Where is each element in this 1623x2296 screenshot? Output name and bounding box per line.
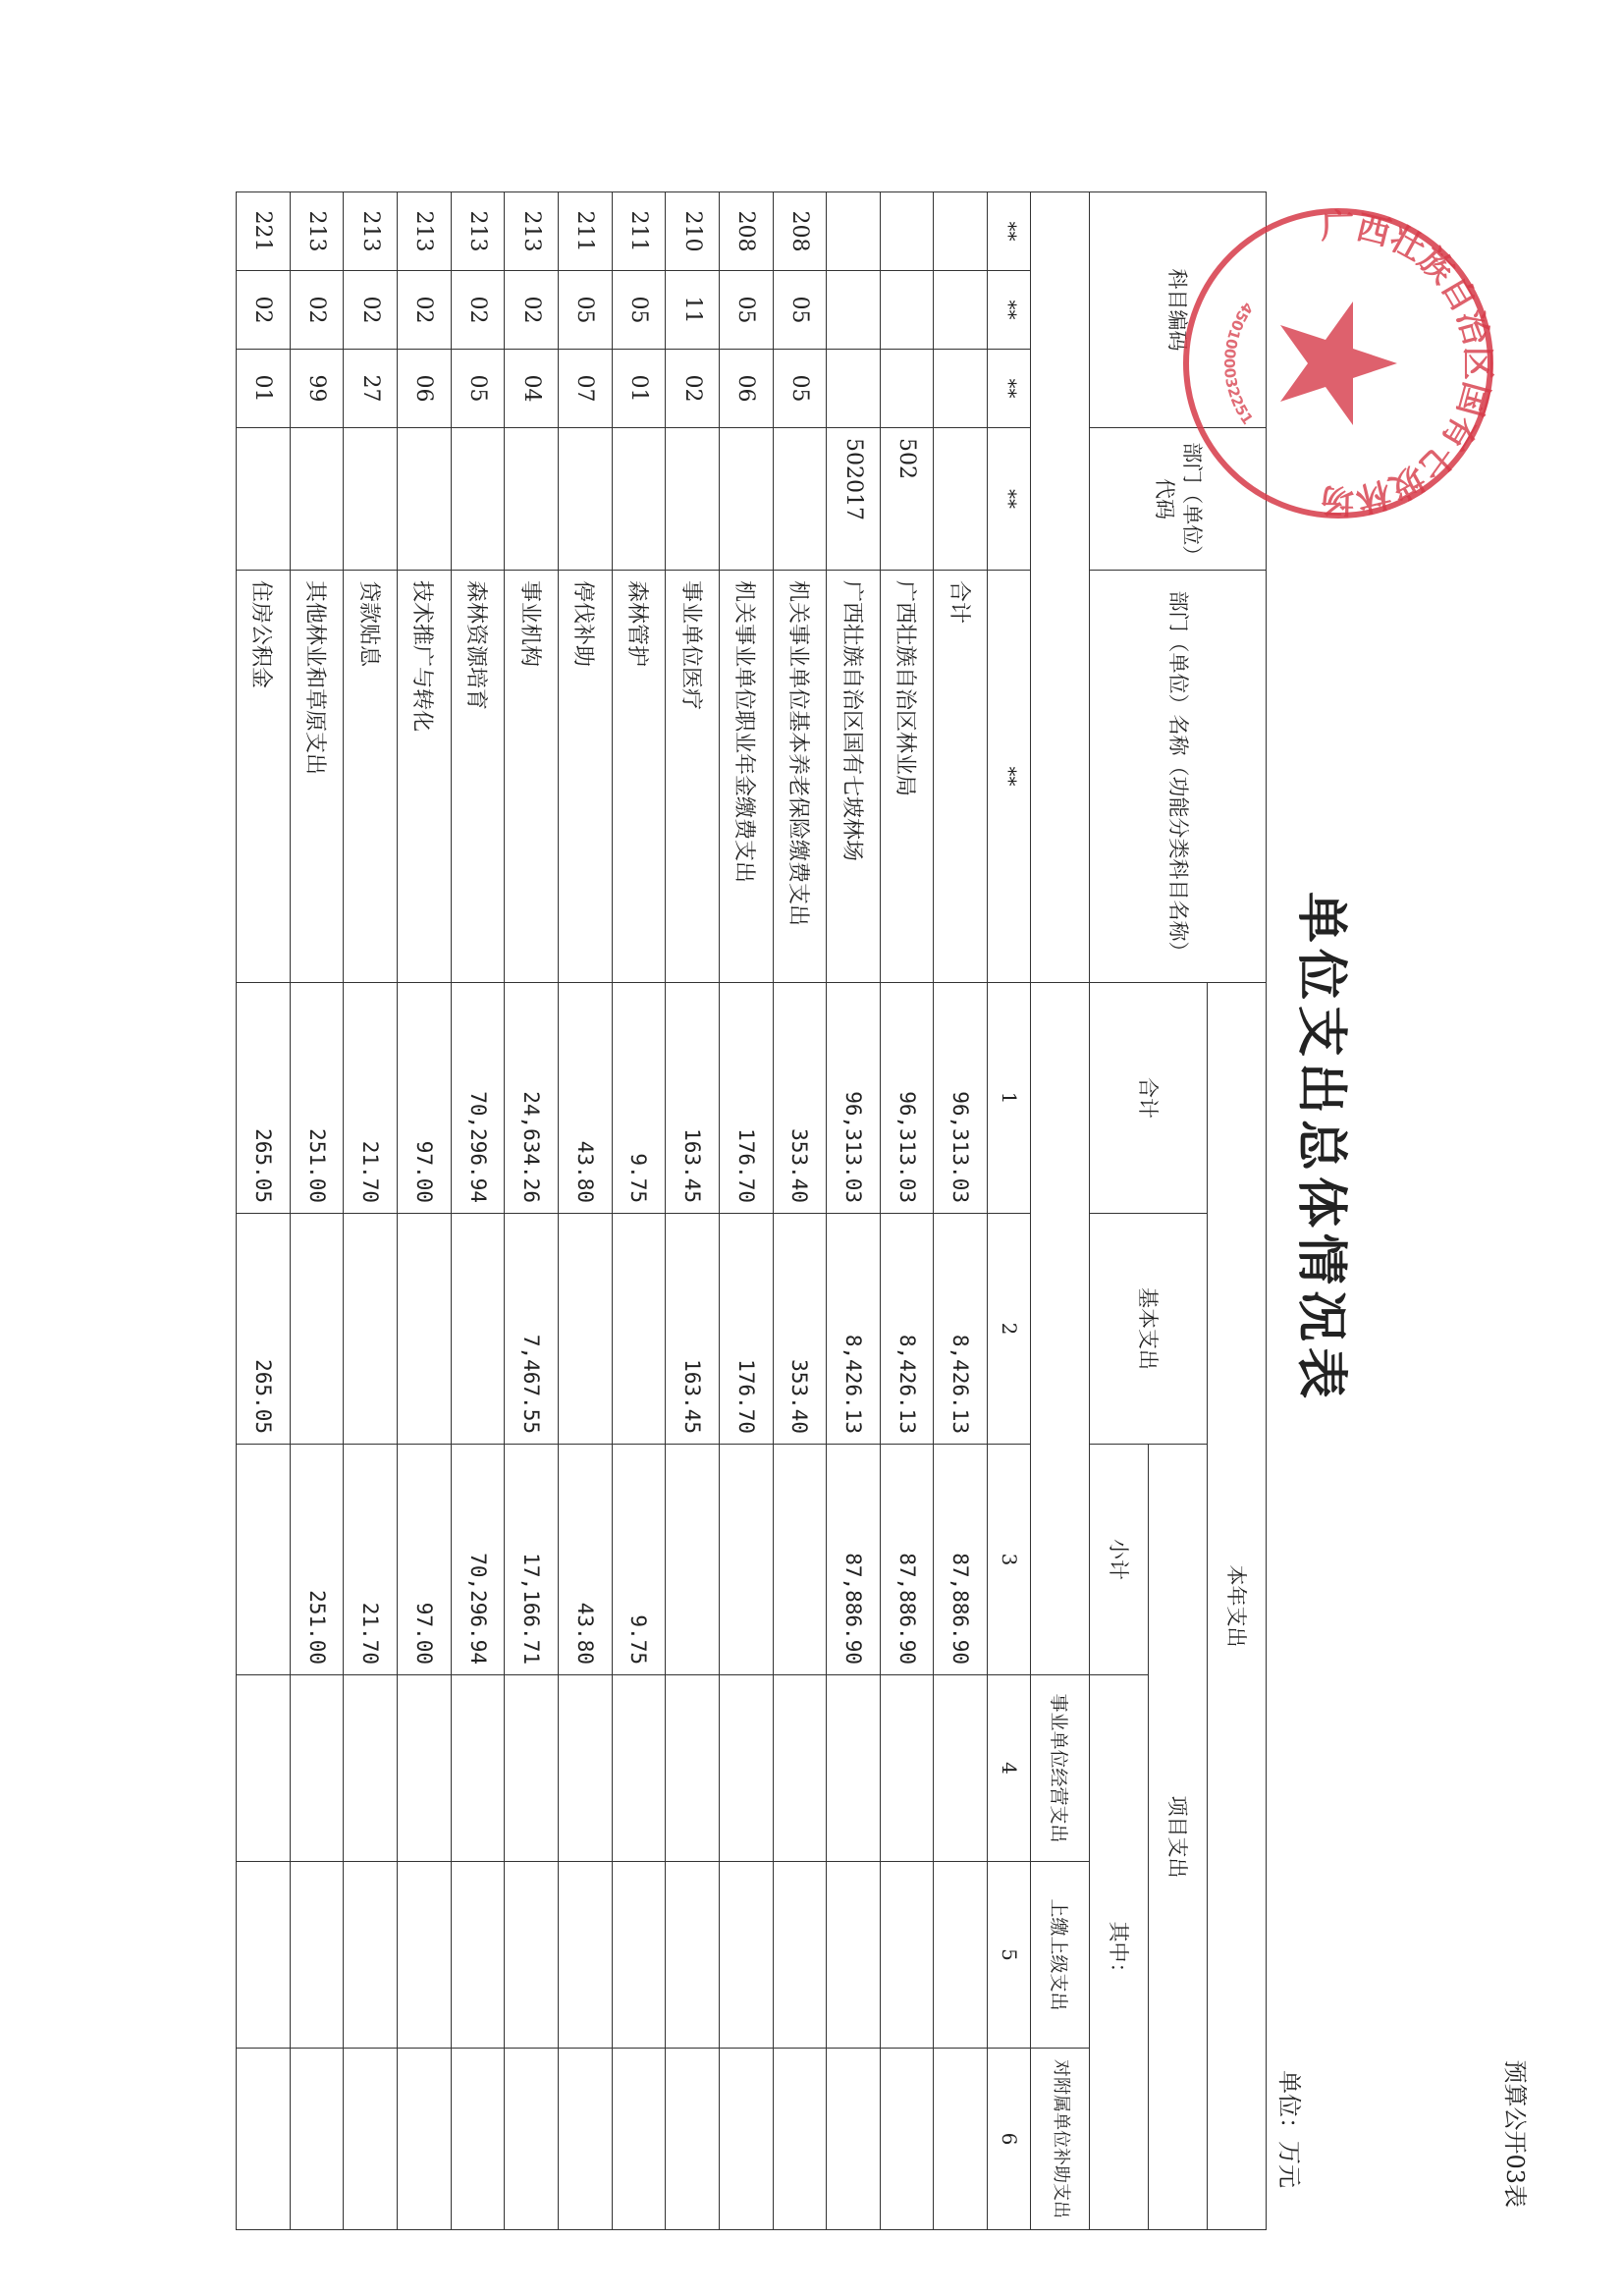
seal-star-icon <box>1280 301 1397 425</box>
subject-item-cell: 06 <box>398 350 452 428</box>
column-index-cell: 6 <box>988 2049 1031 2230</box>
subsidy-cell <box>505 2049 559 2230</box>
subject-item-cell: 04 <box>505 350 559 428</box>
header-upper-level: 上缴上级支出 <box>1031 1862 1090 2049</box>
dept-code-cell <box>237 428 291 571</box>
biz-operating-cell <box>505 1675 559 1862</box>
dept-code-cell <box>612 428 666 571</box>
table-row <box>344 192 398 2230</box>
project-subtotal-cell <box>773 1445 827 1675</box>
dept-name-cell: 技术推广与转化 <box>398 571 452 983</box>
dept-name-cell: 广西壮族自治区林业局 <box>880 571 934 983</box>
unit-label: 单位：万元 <box>1275 2070 1303 2188</box>
subsidy-cell <box>451 2049 505 2230</box>
column-index-cell: ** <box>988 192 1031 271</box>
subsidy-cell <box>559 2049 613 2230</box>
subject-class-cell: 208 <box>773 192 827 271</box>
total-cell: 70,296.94 <box>451 983 505 1214</box>
subject-class-cell <box>934 192 988 271</box>
project-subtotal-cell <box>237 1445 291 1675</box>
subject-section-cell: 05 <box>719 271 773 350</box>
project-subtotal-cell: 97.00 <box>398 1445 452 1675</box>
subject-item-cell: 27 <box>344 350 398 428</box>
subject-section-cell: 11 <box>666 271 720 350</box>
basic-cell: 176.70 <box>719 1214 773 1445</box>
header-dept-name: 部门（单位）名称（功能分类科目名称） <box>1090 571 1267 983</box>
expenditure-table <box>236 191 1267 2230</box>
dept-code-cell: 502 <box>880 428 934 571</box>
table-row <box>827 192 881 2230</box>
dept-name-cell: 森林资源培育 <box>451 571 505 983</box>
basic-cell <box>290 1214 344 1445</box>
subject-item-cell: 07 <box>559 350 613 428</box>
dept-name-cell: 事业单位医疗 <box>666 571 720 983</box>
total-cell: 265.05 <box>237 983 291 1214</box>
subject-class-cell: 221 <box>237 192 291 271</box>
column-index-cell: 4 <box>988 1675 1031 1862</box>
subject-item-cell: 05 <box>773 350 827 428</box>
dept-name-cell: 住房公积金 <box>237 571 291 983</box>
upper-level-cell <box>237 1862 291 2049</box>
upper-level-cell <box>827 1862 881 2049</box>
table-row <box>505 192 559 2230</box>
project-subtotal-cell: 251.00 <box>290 1445 344 1675</box>
upper-level-cell <box>666 1862 720 2049</box>
basic-cell: 8,426.13 <box>880 1214 934 1445</box>
subsidy-cell <box>666 2049 720 2230</box>
biz-operating-cell <box>398 1675 452 1862</box>
seal-serial: 4501000032251 <box>1220 299 1257 428</box>
biz-operating-cell <box>719 1675 773 1862</box>
basic-cell <box>451 1214 505 1445</box>
dept-name-cell: 机关事业单位基本养老保险缴费支出 <box>773 571 827 983</box>
biz-operating-cell <box>827 1675 881 1862</box>
dept-code-cell: 502017 <box>827 428 881 571</box>
subsidy-cell <box>773 2049 827 2230</box>
subject-section-cell <box>880 271 934 350</box>
upper-level-cell <box>398 1862 452 2049</box>
subject-item-cell: 01 <box>237 350 291 428</box>
biz-operating-cell <box>290 1675 344 1862</box>
table-row <box>451 192 505 2230</box>
dept-code-cell <box>666 428 720 571</box>
subject-class-cell: 213 <box>290 192 344 271</box>
header-project: 项目支出 <box>1149 1445 1208 2230</box>
project-subtotal-cell <box>719 1445 773 1675</box>
dept-name-cell: 事业机构 <box>505 571 559 983</box>
subject-item-cell: 05 <box>451 350 505 428</box>
subsidy-cell <box>237 2049 291 2230</box>
dept-name-cell: 贷款贴息 <box>344 571 398 983</box>
total-cell: 96,313.03 <box>827 983 881 1214</box>
total-cell: 24,634.26 <box>505 983 559 1214</box>
table-row <box>237 192 291 2230</box>
subsidy-cell <box>612 2049 666 2230</box>
subject-item-cell: 99 <box>290 350 344 428</box>
subject-section-cell: 05 <box>612 271 666 350</box>
total-cell: 9.75 <box>612 983 666 1214</box>
dept-code-cell <box>290 428 344 571</box>
subject-item-cell <box>880 350 934 428</box>
upper-level-cell <box>290 1862 344 2049</box>
subject-class-cell: 211 <box>559 192 613 271</box>
dept-code-cell <box>505 428 559 571</box>
basic-cell: 353.40 <box>773 1214 827 1445</box>
column-index-cell: 2 <box>988 1214 1031 1445</box>
total-cell: 96,313.03 <box>880 983 934 1214</box>
subject-section-cell: 02 <box>237 271 291 350</box>
header-subsidy: 对附属单位补助支出 <box>1031 2049 1090 2230</box>
subject-class-cell: 213 <box>398 192 452 271</box>
basic-cell: 8,426.13 <box>934 1214 988 1445</box>
dept-code-cell <box>398 428 452 571</box>
biz-operating-cell <box>666 1675 720 1862</box>
subject-section-cell: 02 <box>290 271 344 350</box>
subject-class-cell: 210 <box>666 192 720 271</box>
total-cell: 163.45 <box>666 983 720 1214</box>
dept-name-cell: 广西壮族自治区国有七坡林场 <box>827 571 881 983</box>
subject-class-cell <box>880 192 934 271</box>
subsidy-cell <box>344 2049 398 2230</box>
project-subtotal-cell: 21.70 <box>344 1445 398 1675</box>
upper-level-cell <box>880 1862 934 2049</box>
subject-class-cell: 208 <box>719 192 773 271</box>
upper-level-cell <box>451 1862 505 2049</box>
seal-ring-text: 广西壮族自治区国有七坡林场 <box>1320 206 1497 520</box>
biz-operating-cell <box>934 1675 988 1862</box>
basic-cell: 7,467.55 <box>505 1214 559 1445</box>
project-subtotal-cell: 70,296.94 <box>451 1445 505 1675</box>
project-subtotal-cell: 87,886.90 <box>934 1445 988 1675</box>
header-row-4 <box>1031 192 1090 2230</box>
dept-code-cell <box>559 428 613 571</box>
basic-cell <box>344 1214 398 1445</box>
upper-level-cell <box>344 1862 398 2049</box>
project-subtotal-cell: 87,886.90 <box>827 1445 881 1675</box>
table-row <box>612 192 666 2230</box>
subject-class-cell: 213 <box>505 192 559 271</box>
upper-level-cell <box>773 1862 827 2049</box>
biz-operating-cell <box>237 1675 291 1862</box>
subject-item-cell: 01 <box>612 350 666 428</box>
subject-item-cell <box>934 350 988 428</box>
svg-text:4501000032251 <box>1220 299 1257 427</box>
subsidy-cell <box>827 2049 881 2230</box>
basic-cell: 163.45 <box>666 1214 720 1445</box>
column-index-cell: 1 <box>988 983 1031 1214</box>
subsidy-cell <box>398 2049 452 2230</box>
header-subject-code: 科目编码 <box>1090 192 1267 428</box>
biz-operating-cell <box>612 1675 666 1862</box>
dept-name-cell: 其他林业和草原支出 <box>290 571 344 983</box>
dept-code-cell <box>719 428 773 571</box>
column-index-row <box>988 192 1031 2230</box>
subject-item-cell: 06 <box>719 350 773 428</box>
upper-level-cell <box>612 1862 666 2049</box>
column-index-cell: ** <box>988 428 1031 571</box>
table-row <box>934 192 988 2230</box>
biz-operating-cell <box>451 1675 505 1862</box>
basic-cell <box>559 1214 613 1445</box>
form-code: 预算公开03表 <box>1501 2059 1529 2208</box>
header-current-year: 本年支出 <box>1208 983 1267 2230</box>
subject-item-cell: 02 <box>666 350 720 428</box>
subject-section-cell: 02 <box>505 271 559 350</box>
project-subtotal-cell <box>666 1445 720 1675</box>
upper-level-cell <box>719 1862 773 2049</box>
total-cell: 251.00 <box>290 983 344 1214</box>
header-biz-operating: 事业单位经营支出 <box>1031 1675 1090 1862</box>
subsidy-cell <box>290 2049 344 2230</box>
biz-operating-cell <box>773 1675 827 1862</box>
basic-cell <box>398 1214 452 1445</box>
official-seal <box>1176 201 1500 525</box>
basic-cell: 265.05 <box>237 1214 291 1445</box>
total-cell: 96,313.03 <box>934 983 988 1214</box>
column-index-cell: 3 <box>988 1445 1031 1675</box>
upper-level-cell <box>559 1862 613 2049</box>
dept-code-cell <box>451 428 505 571</box>
subject-class-cell: 213 <box>344 192 398 271</box>
table-row <box>398 192 452 2230</box>
table-row <box>290 192 344 2230</box>
subject-class-cell: 213 <box>451 192 505 271</box>
dept-code-cell <box>344 428 398 571</box>
column-index-cell: ** <box>988 571 1031 983</box>
dept-code-cell <box>934 428 988 571</box>
table-row <box>719 192 773 2230</box>
subject-class-cell: 211 <box>612 192 666 271</box>
header-basic: 基本支出 <box>1090 1214 1208 1445</box>
upper-level-cell <box>505 1862 559 2049</box>
column-index-cell: 5 <box>988 1862 1031 2049</box>
table-row <box>666 192 720 2230</box>
table-row <box>773 192 827 2230</box>
header-dept-code: 部门（单位）代码 <box>1090 428 1267 571</box>
dept-name-cell: 机关事业单位职业年金缴费支出 <box>719 571 773 983</box>
total-cell: 353.40 <box>773 983 827 1214</box>
project-subtotal-cell: 17,166.71 <box>505 1445 559 1675</box>
subsidy-cell <box>719 2049 773 2230</box>
header-of-which: 其中： <box>1090 1675 1149 2230</box>
subject-section-cell <box>827 271 881 350</box>
subject-section-cell: 05 <box>559 271 613 350</box>
biz-operating-cell <box>559 1675 613 1862</box>
dept-name-cell: 停伐补助 <box>559 571 613 983</box>
subject-item-cell <box>827 350 881 428</box>
dept-name-cell: 合计 <box>934 571 988 983</box>
biz-operating-cell <box>880 1675 934 1862</box>
dept-name-cell: 森林管护 <box>612 571 666 983</box>
header-total: 合计 <box>1090 983 1208 1214</box>
subject-class-cell <box>827 192 881 271</box>
total-cell: 43.80 <box>559 983 613 1214</box>
column-index-cell: ** <box>988 271 1031 350</box>
basic-cell: 8,426.13 <box>827 1214 881 1445</box>
project-subtotal-cell: 43.80 <box>559 1445 613 1675</box>
column-index-cell: ** <box>988 350 1031 428</box>
header-subtotal: 小计 <box>1090 1445 1149 1675</box>
project-subtotal-cell: 87,886.90 <box>880 1445 934 1675</box>
total-cell: 97.00 <box>398 983 452 1214</box>
subsidy-cell <box>934 2049 988 2230</box>
subject-section-cell: 05 <box>773 271 827 350</box>
table-row <box>559 192 613 2230</box>
project-subtotal-cell: 9.75 <box>612 1445 666 1675</box>
upper-level-cell <box>934 1862 988 2049</box>
table-row <box>880 192 934 2230</box>
subject-section-cell: 02 <box>398 271 452 350</box>
subject-section-cell: 02 <box>451 271 505 350</box>
total-cell: 21.70 <box>344 983 398 1214</box>
total-cell: 176.70 <box>719 983 773 1214</box>
subject-section-cell <box>934 271 988 350</box>
page-title: 单位支出总体情况表 <box>1291 891 1351 1404</box>
dept-code-cell <box>773 428 827 571</box>
subject-section-cell: 02 <box>344 271 398 350</box>
biz-operating-cell <box>344 1675 398 1862</box>
subsidy-cell <box>880 2049 934 2230</box>
basic-cell <box>612 1214 666 1445</box>
